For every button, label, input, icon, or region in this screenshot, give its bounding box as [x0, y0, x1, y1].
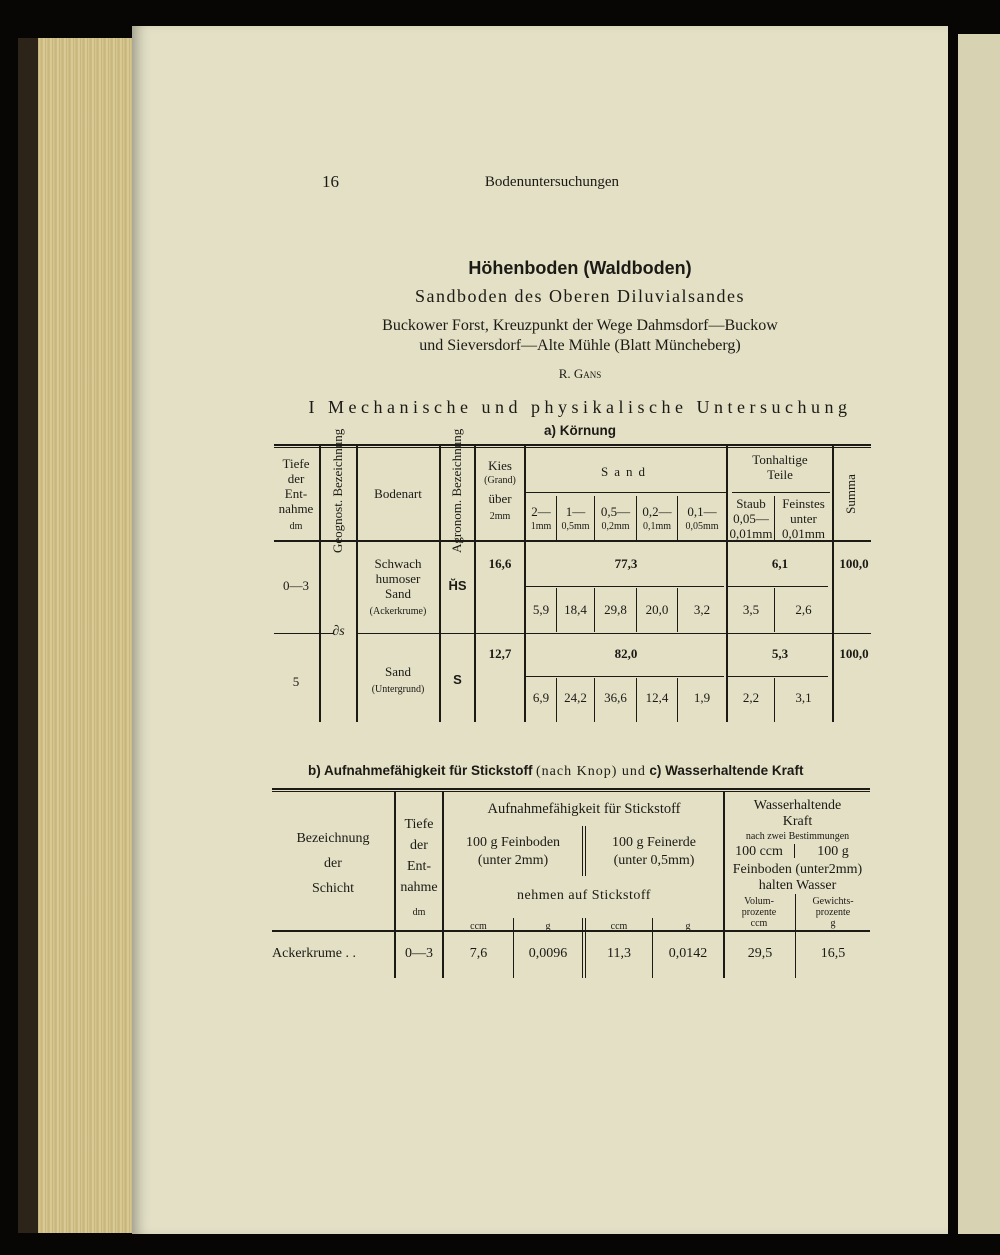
row2-summa: 100,0 [839, 646, 869, 661]
location-line-1: Buckower Forst, Kreuzpunkt der Wege Dahmsdorf—Buckow [382, 317, 778, 334]
header-sand-col-5: 0,1— 0,05mm [685, 504, 719, 532]
header-kies: Kies (Grand) über 2mm [484, 458, 516, 522]
book-spine-shadow [18, 38, 38, 1233]
header-summa: Summa [843, 474, 858, 514]
row1-kies: 16,6 [488, 556, 512, 571]
row1-tiefe: 0—3 [283, 578, 309, 593]
geognost-value: ∂s [332, 624, 345, 639]
header-sand-col-2: 1— 0,5mm [561, 504, 590, 532]
row1-bodenart: Schwach humoser Sand (Ackerkrume) [369, 556, 427, 617]
section-a-heading: a) Körnung [544, 423, 616, 438]
row1-sand-total: 77,3 [614, 556, 638, 571]
row2-sand-1: 6,9 [532, 690, 550, 705]
t2-header-volum: Volum- prozente ccm [741, 896, 777, 929]
book-page [132, 26, 948, 1234]
row2-sand-total: 82,0 [614, 646, 638, 661]
row1-staub: 3,5 [742, 602, 760, 617]
row1-sand-2: 18,4 [564, 602, 587, 617]
t2-header-aufnahme: Aufnahmefähigkeit für Stickstoff [487, 801, 681, 817]
t2-unit-1: ccm [470, 921, 487, 932]
t2-header-bezeichnung: Bezeichnung der Schicht [296, 831, 370, 896]
t2-header-halten: halten Wasser [758, 878, 837, 893]
running-title: Bodenuntersuchungen [484, 174, 620, 190]
t2-unit-2: g [545, 921, 551, 932]
row2-ton-total: 5,3 [771, 646, 789, 661]
t2-row-fe-ccm: 11,3 [607, 946, 631, 961]
row2-kies: 12,7 [488, 646, 512, 661]
row2-sand-5: 1,9 [693, 690, 711, 705]
row1-sand-1: 5,9 [532, 602, 550, 617]
row1-agronom: H̆S [448, 578, 467, 593]
row2-staub: 2,2 [742, 690, 760, 705]
t2-header-feinboden: 100 g Feinboden (unter 2mm) [465, 835, 561, 868]
header-geognost: Geognost. Bezeichnung [330, 428, 345, 553]
t2-unit-4: g [685, 921, 691, 932]
row1-summa: 100,0 [839, 556, 869, 571]
author: R. Gans [558, 366, 602, 381]
row1-feinstes: 2,6 [795, 602, 812, 617]
next-page-edge [958, 34, 1000, 1234]
header-sand: Sand [601, 464, 651, 479]
t2-row-tiefe: 0—3 [405, 946, 433, 961]
t2-header-feinerde: 100 g Feinerde (unter 0,5mm) [612, 835, 696, 868]
header-staub: Staub 0,05— 0,01mm [729, 496, 773, 541]
section-bc-heading: b) Aufnahmefähigkeit für Stickstoff (nach Knop) und c) Wasserhaltende Kraft [308, 763, 804, 779]
t2-row-vol: 29,5 [747, 946, 773, 961]
header-sand-col-1: 2— 1mm [530, 504, 552, 532]
t2-header-feinboden2: Feinboden (unter2mm) [732, 862, 863, 877]
header-sand-col-4: 0,2— 0,1mm [642, 504, 672, 532]
row2-sand-3: 36,6 [604, 690, 627, 705]
t2-row-fb-ccm: 7,6 [469, 946, 488, 961]
t2-row-gew: 16,5 [820, 946, 846, 961]
page-number: 16 [322, 172, 339, 191]
row1-sand-3: 29,8 [604, 602, 627, 617]
row2-bodenart: Sand (Untergrund) [371, 664, 425, 695]
row2-feinstes: 3,1 [795, 690, 812, 705]
header-ton: Tonhaltige Teile [752, 452, 808, 482]
location-line-2: und Sieversdorf—Alte Mühle (Blatt Müncheberg) [419, 337, 741, 354]
t2-header-gewicht: Gewichts- prozente g [812, 896, 854, 929]
row2-tiefe: 5 [292, 674, 300, 689]
row2-agronom: S [453, 672, 462, 687]
header-agronom: Agronom. Bezeichnung [449, 428, 464, 553]
main-title: Höhenboden (Waldboden) [468, 258, 692, 278]
t2-header-100g: 100 g [817, 844, 849, 859]
header-feinstes: Feinstes unter 0,01mm [782, 496, 825, 541]
t2-row-fb-g: 0,0096 [528, 946, 568, 961]
t2-header-tiefe: Tiefe der Ent- nahme dm [400, 817, 438, 918]
t2-row-fe-g: 0,0142 [668, 946, 708, 961]
row1-ton-total: 6,1 [771, 556, 789, 571]
subtitle: Sandboden des Oberen Diluvialsandes [415, 286, 745, 306]
row1-sand-4: 20,0 [645, 602, 669, 617]
section-heading: I Mechanische und physikalische Untersuchung [308, 397, 852, 417]
header-sand-col-3: 0,5— 0,2mm [600, 504, 631, 532]
t2-header-bestimmungen: nach zwei Bestimmungen [745, 831, 850, 842]
t2-header-nehmen: nehmen auf Stickstoff [517, 888, 651, 903]
header-bodenart: Bodenart [374, 486, 422, 501]
t2-header-100ccm: 100 ccm [735, 844, 783, 859]
t2-row-name: Ackerkrume . . [272, 946, 356, 961]
t2-header-wasser: Wasserhaltende Kraft [753, 798, 842, 829]
t2-unit-3: ccm [610, 921, 628, 932]
header-tiefe: Tiefe der Ent- nahme dm [278, 456, 314, 532]
row1-sand-5: 3,2 [693, 602, 711, 617]
row2-sand-4: 12,4 [645, 690, 669, 705]
row2-sand-2: 24,2 [564, 690, 587, 705]
